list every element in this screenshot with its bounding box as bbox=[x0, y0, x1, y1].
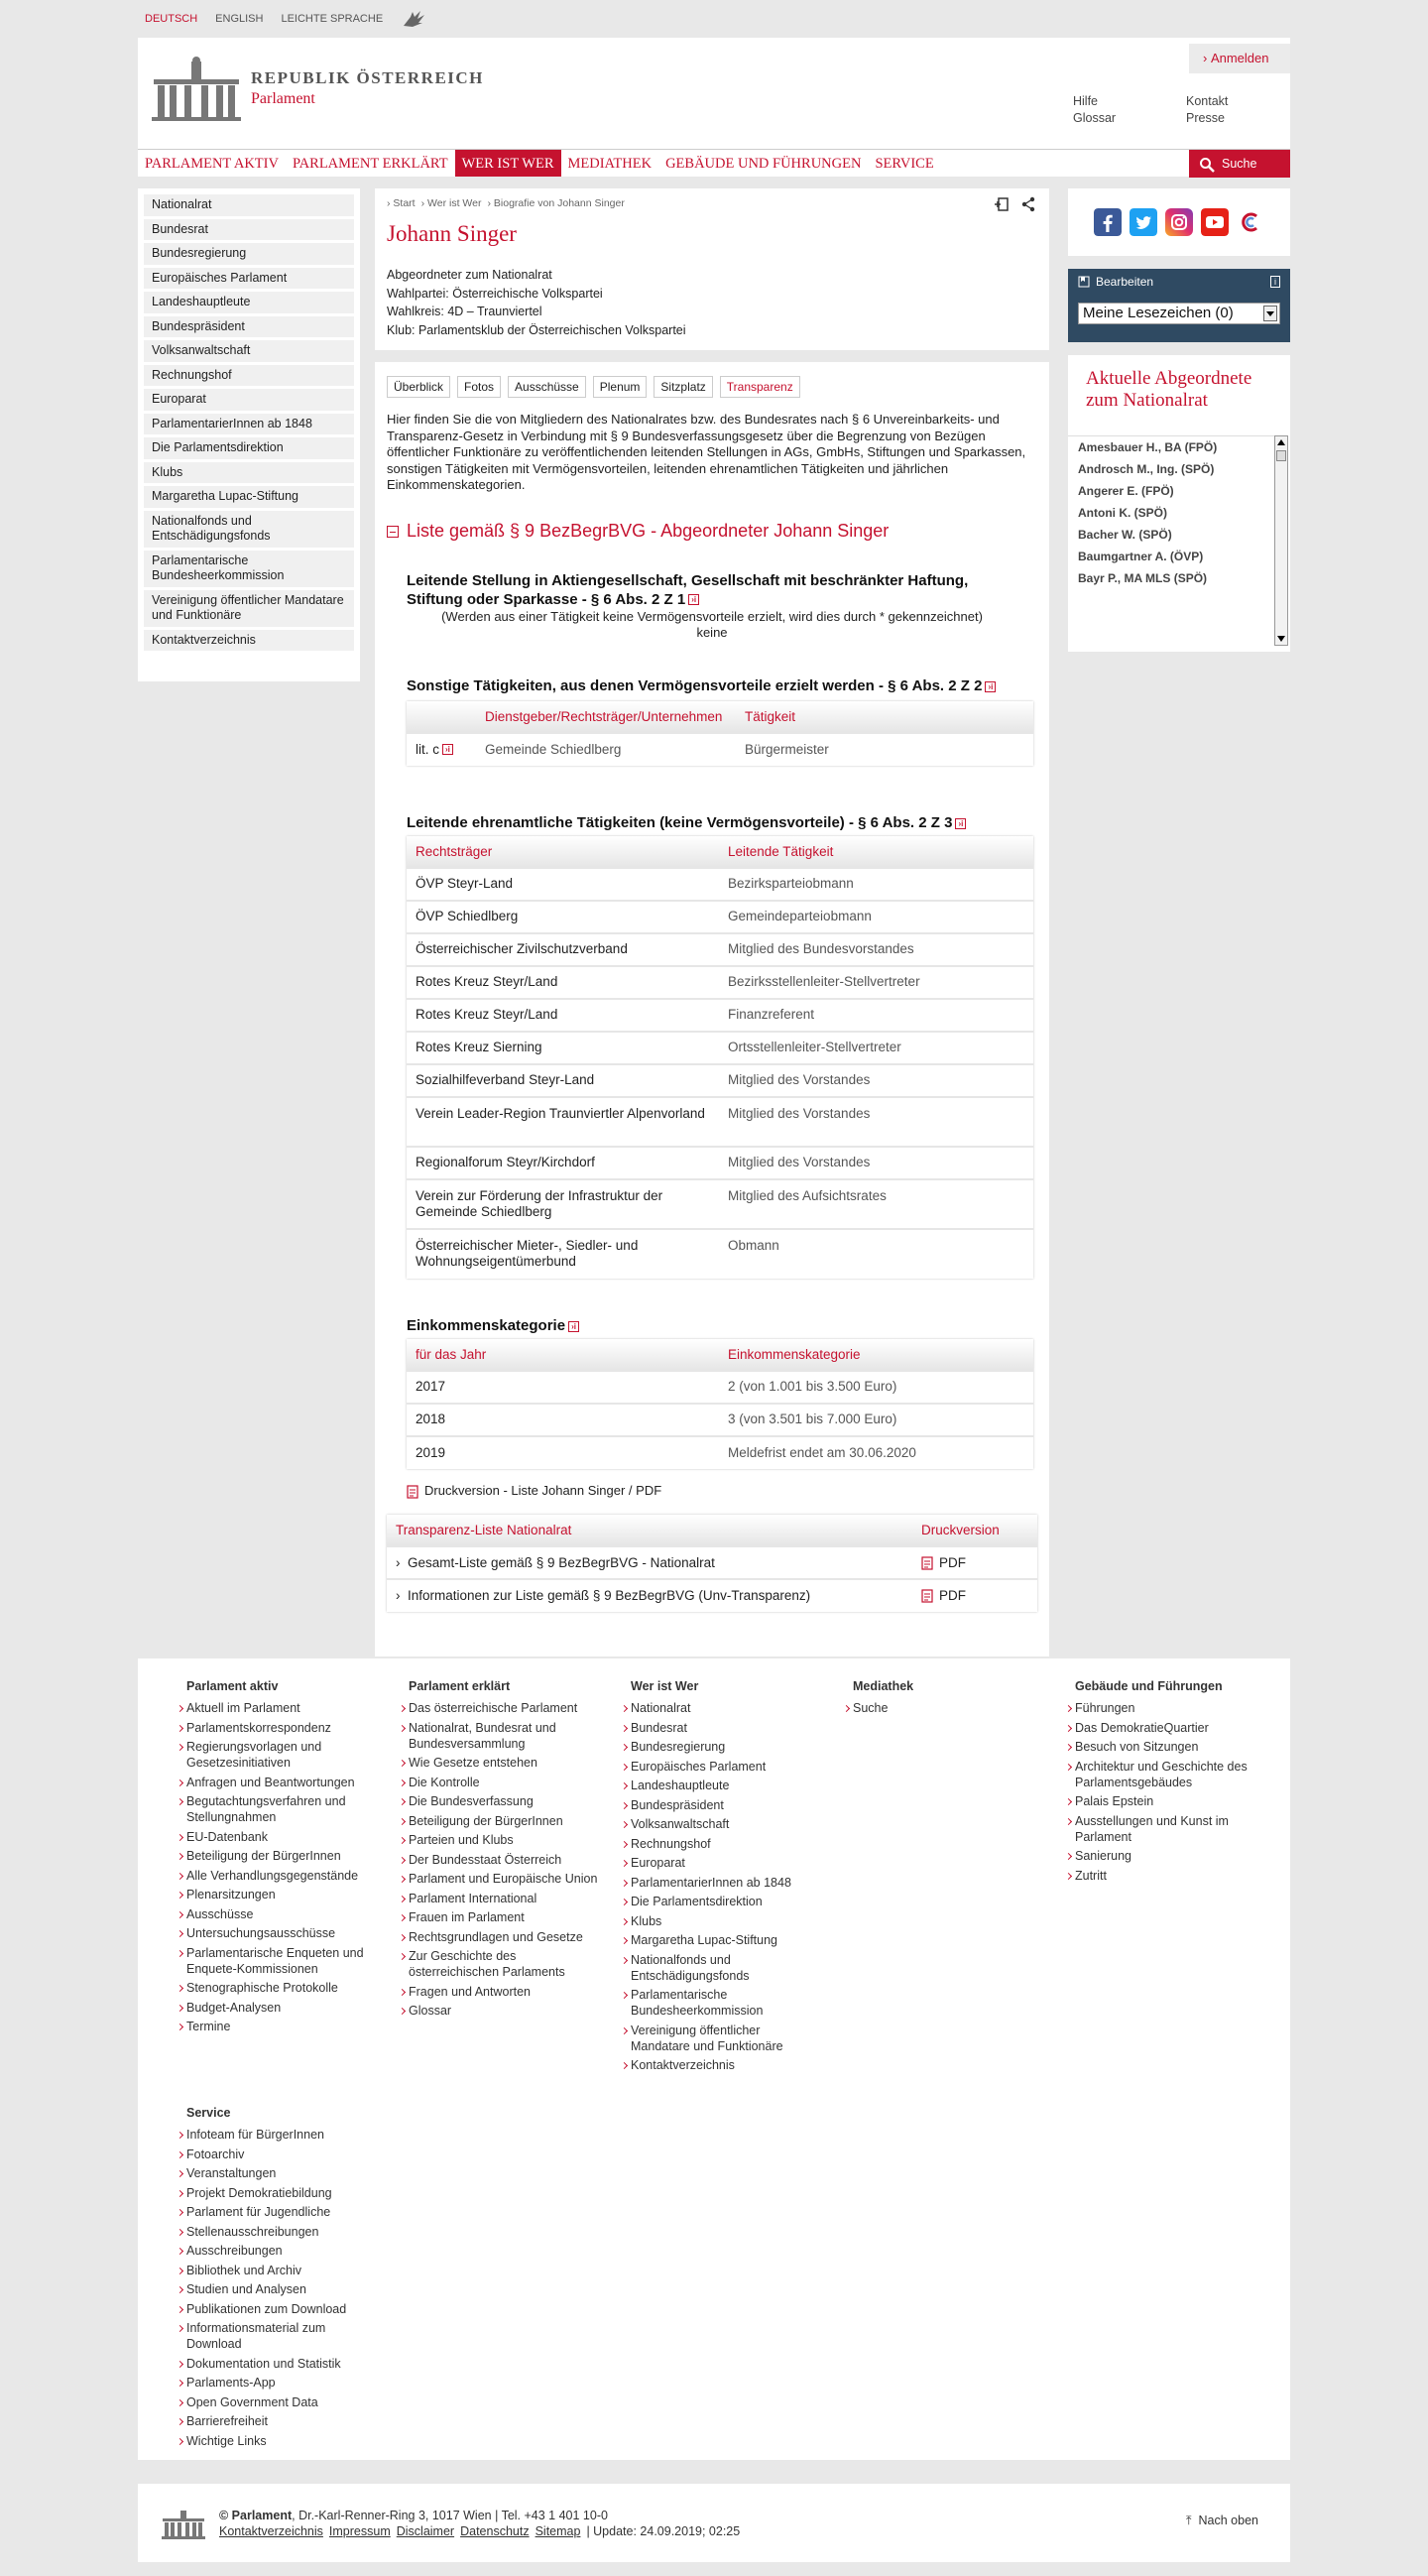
table-row bbox=[407, 933, 1033, 966]
s3-cell: Bezirksparteiobmann bbox=[719, 868, 1033, 901]
footer-link[interactable]: Europäisches Parlament bbox=[622, 1759, 820, 1775]
footer-link[interactable]: Der Bundesstaat Österreich bbox=[400, 1852, 598, 1868]
footer-link[interactable]: Glossar bbox=[400, 2003, 598, 2019]
aktuelle-abgeordnete-title: Aktuelle Abgeordnete zum Nationalrat bbox=[1086, 368, 1252, 411]
s3-cell: Gemeindeparteiobmann bbox=[719, 901, 1033, 933]
footer-link[interactable]: Besuch von Sitzungen bbox=[1066, 1739, 1264, 1755]
sidebar-item[interactable]: Klubs bbox=[144, 462, 354, 484]
glossar-link[interactable]: Glossar bbox=[1073, 111, 1117, 125]
s3-cell: Verein Leader-Region Traunviertler Alpenvorland bbox=[407, 1097, 719, 1147]
kontakt-link[interactable]: Kontakt bbox=[1186, 94, 1229, 108]
footer-link[interactable]: EU-Datenbank bbox=[178, 1829, 376, 1845]
s1-title: Leitende Stellung in Aktiengesellschaft, Gesellschaft mit beschränkter Haftung, Stiftung oder Sparkasse - § 6 Abs. 2 Z 1 ›i bbox=[407, 572, 969, 608]
aktuelle-abgeordnete-panel bbox=[1068, 355, 1290, 652]
footer-link[interactable]: Fragen und Antworten bbox=[400, 1984, 598, 2000]
footer-link[interactable]: ParlamentarierInnen ab 1848 bbox=[622, 1875, 820, 1891]
sidebar-item[interactable]: Europarat bbox=[144, 389, 354, 411]
podcast-icon[interactable] bbox=[1237, 208, 1264, 236]
table-row bbox=[407, 966, 1033, 999]
s4-cell: 3 (von 3.501 bis 7.000 Euro) bbox=[719, 1404, 1033, 1436]
profile-wahlpartei: Wahlpartei: Österreichische Volkspartei bbox=[387, 286, 603, 301]
bookmark-add-icon[interactable] bbox=[994, 196, 1010, 212]
footer-link[interactable]: Veranstaltungen bbox=[178, 2165, 376, 2181]
info-icon[interactable]: ›i bbox=[955, 818, 966, 829]
footer-bottom-link[interactable]: Datenschutz bbox=[460, 2524, 530, 2538]
table-row bbox=[407, 1179, 1033, 1229]
transparenz-liste-table bbox=[387, 1515, 1037, 1612]
sidebar-item[interactable]: Margaretha Lupac-Stiftung bbox=[144, 486, 354, 508]
nach-oben-link[interactable]: ⤒ Nach oben bbox=[1186, 2514, 1258, 2527]
s3-cell: ÖVP Steyr-Land bbox=[407, 868, 719, 901]
pdf-icon bbox=[921, 1589, 933, 1603]
parliament-logo-icon bbox=[152, 56, 241, 121]
list-item[interactable]: Amesbauer H., BA (FPÖ) bbox=[1078, 440, 1218, 454]
transparency-box bbox=[375, 362, 1049, 1656]
lang-english[interactable]: ENGLISH bbox=[215, 13, 264, 25]
address: , Dr.-Karl-Renner-Ring 3, 1017 Wien | Tel. +43 1 401 10-0 bbox=[292, 2509, 608, 2522]
s4-cell: Meldefrist endet am 30.06.2020 bbox=[719, 1436, 1033, 1469]
footer-link[interactable]: Begutachtungsverfahren und Stellungnahmen bbox=[178, 1793, 376, 1825]
footer-link[interactable]: Bundesregierung bbox=[622, 1739, 820, 1755]
intro-text: Hier finden Sie die von Mitgliedern des Nationalrates bzw. des Bundesrates nach § 6 Unvereinbarkeits- und Transparenz-Gesetz in Verbindung mit § 9 Bundesverfassungsgesetz über die Begrenzung von Bezügen öffentlicher Funktionäre zu veröffentlichenden leitenden Stellungen in AGs, GmbHs, Stiftungen und Sparkassen, sonstigen Tätigkeiten mit Vermögensvorteilen, leitenden ehrenamtlichen Tätigkeiten und jährlichen Einkommenskategorien. bbox=[387, 412, 1026, 492]
table-row bbox=[407, 1436, 1033, 1469]
chevron-right-icon: › bbox=[396, 1554, 408, 1570]
search-icon bbox=[1199, 157, 1215, 173]
footer-link[interactable]: Die Kontrolle bbox=[400, 1775, 598, 1790]
footer-link[interactable]: Budget-Analysen bbox=[178, 2000, 376, 2016]
collapse-icon bbox=[387, 526, 399, 538]
sidebar-item[interactable]: Landeshauptleute bbox=[144, 292, 354, 313]
pdf-icon bbox=[921, 1556, 933, 1570]
table-row bbox=[407, 901, 1033, 933]
s1-value: keine bbox=[696, 625, 728, 640]
footer-link[interactable]: Regierungsvorlagen und Gesetzesinitiativen bbox=[178, 1739, 376, 1771]
footer-column bbox=[178, 1678, 376, 2038]
footer-column bbox=[622, 1678, 820, 2077]
table-row bbox=[407, 733, 1033, 766]
s3-cell: Österreichischer Mieter-, Siedler- und Wohnungseigentümerbund bbox=[407, 1229, 719, 1279]
s3-cell: Ortsstellenleiter-Stellvertreter bbox=[719, 1032, 1033, 1064]
footer-link[interactable]: Anfragen und Beantwortungen bbox=[178, 1775, 376, 1790]
table-row bbox=[407, 1371, 1033, 1404]
tab-sitzplatz[interactable]: Sitzplatz bbox=[654, 376, 712, 398]
lang-leichte-sprache[interactable]: LEICHTE SPRACHE bbox=[281, 13, 384, 25]
social-links bbox=[1068, 188, 1290, 256]
footer-link[interactable]: Landeshauptleute bbox=[622, 1778, 820, 1793]
center-column bbox=[375, 188, 1049, 1656]
sidebar-item[interactable]: ParlamentarierInnen ab 1848 bbox=[144, 414, 354, 435]
s4-header-2: Einkommenskategorie bbox=[719, 1339, 1033, 1371]
footer-bottom-link[interactable]: Impressum bbox=[328, 2524, 391, 2538]
footer-link[interactable]: Beteiligung der BürgerInnen bbox=[400, 1813, 598, 1829]
s4-cell: 2 (von 1.001 bis 3.500 Euro) bbox=[719, 1371, 1033, 1404]
footer-link[interactable]: Architektur und Geschichte des Parlamentsgebäudes bbox=[1066, 1759, 1264, 1790]
footer-link[interactable]: Frauen im Parlament bbox=[400, 1909, 598, 1925]
s3-table bbox=[407, 836, 1033, 1279]
footer-link[interactable]: Europarat bbox=[622, 1855, 820, 1871]
tl-link[interactable]: Gesamt-Liste gemäß § 9 BezBegrBVG - Nationalrat bbox=[408, 1554, 715, 1570]
footer-link[interactable]: Studien und Analysen bbox=[178, 2281, 376, 2297]
info-icon[interactable]: i bbox=[1270, 276, 1280, 288]
footer-link[interactable]: Rechtsgrundlagen und Gesetze bbox=[400, 1929, 598, 1945]
list-item[interactable]: Angerer E. (FPÖ) bbox=[1078, 484, 1174, 498]
sidebar-item[interactable]: Nationalfonds und Entschädigungsfonds bbox=[144, 511, 354, 548]
content-area bbox=[138, 188, 1290, 1658]
tab-transparenz[interactable]: Transparenz bbox=[720, 376, 800, 398]
s4-table bbox=[407, 1339, 1033, 1469]
footer-column bbox=[400, 1678, 598, 2023]
footer-link[interactable]: Publikationen zum Download bbox=[178, 2301, 376, 2317]
info-icon[interactable]: ›i bbox=[568, 1321, 579, 1332]
footer-link[interactable]: Ausschreibungen bbox=[178, 2243, 376, 2259]
tl-link[interactable]: Informationen zur Liste gemäß § 9 BezBegrBVG (Unv-Transparenz) bbox=[408, 1588, 811, 1603]
tl-header-2: Druckversion bbox=[912, 1515, 1037, 1546]
table-row[interactable] bbox=[387, 1579, 1037, 1612]
arrow-up-icon: ⤒ bbox=[1186, 2514, 1199, 2527]
copyright: © Parlament bbox=[219, 2509, 293, 2522]
s4-title: Einkommenskategorie ›i bbox=[375, 1317, 1049, 1336]
s3-header-2: Leitende Tätigkeit bbox=[719, 836, 1033, 868]
sidebar-item[interactable]: Die Parlamentsdirektion bbox=[144, 437, 354, 459]
table-row bbox=[407, 868, 1033, 901]
instagram-icon[interactable] bbox=[1165, 208, 1193, 236]
s3-cell: Finanzreferent bbox=[719, 999, 1033, 1032]
sidebar-item[interactable]: Parlamentarische Bundesheerkommission bbox=[144, 551, 354, 587]
table-row bbox=[407, 999, 1033, 1032]
lesezeichen-select[interactable]: Meine Lesezeichen (0) bbox=[1078, 303, 1280, 324]
footer-link[interactable]: Informationsmaterial zum Download bbox=[178, 2320, 376, 2352]
footer-link[interactable]: Parlamentarische Enqueten und Enquete-Kommissionen bbox=[178, 1945, 376, 1977]
sidebar-item[interactable]: Rechnungshof bbox=[144, 365, 354, 387]
druckversion-link[interactable] bbox=[407, 1483, 661, 1499]
footer-link[interactable]: Fotoarchiv bbox=[178, 2147, 376, 2162]
s2-header-1: Dienstgeber/Rechtsträger/Unternehmen bbox=[476, 701, 736, 733]
bearbeiten-label[interactable]: Bearbeiten bbox=[1096, 275, 1154, 289]
footer-link[interactable]: Plenarsitzungen bbox=[178, 1887, 376, 1902]
list-item[interactable]: Androsch M., Ing. (SPÖ) bbox=[1078, 462, 1215, 476]
lang-deutsch[interactable]: DEUTSCH bbox=[145, 13, 198, 25]
nav-parlament-aktiv[interactable]: PARLAMENT AKTIV bbox=[145, 156, 279, 172]
info-icon[interactable]: ›i bbox=[985, 681, 996, 692]
s3-cell: Sozialhilfeverband Steyr-Land bbox=[407, 1064, 719, 1097]
footer-link[interactable]: Parlament und Europäische Union bbox=[400, 1871, 598, 1887]
left-nav bbox=[138, 188, 360, 681]
bookmark-icon bbox=[1078, 276, 1090, 288]
footer-link[interactable]: Parlamentarische Bundesheerkommission bbox=[622, 1987, 820, 2019]
footer-link[interactable]: Nationalrat, Bundesrat und Bundesversammlung bbox=[400, 1720, 598, 1752]
hilfe-link[interactable]: Hilfe bbox=[1073, 94, 1099, 108]
s3-cell: Rotes Kreuz Steyr/Land bbox=[407, 966, 719, 999]
footer-link[interactable]: Das DemokratieQuartier bbox=[1066, 1720, 1264, 1736]
breadcrumb-start[interactable]: › Start bbox=[387, 197, 416, 209]
nav-wer-ist-wer[interactable]: WER IST WER bbox=[455, 150, 561, 177]
s2-lit: lit. c bbox=[416, 741, 440, 757]
s3-title: Leitende ehrenamtliche Tätigkeiten (keine Vermögensvorteile) - § 6 Abs. 2 Z 3 ›i bbox=[375, 814, 1049, 833]
footer-link[interactable]: Klubs bbox=[622, 1913, 820, 1929]
parliament-logo-icon bbox=[162, 2508, 205, 2539]
profile-klub: Klub: Parlamentsklub der Österreichischen Volkspartei bbox=[387, 322, 686, 337]
s3-cell: Österreichischer Zivilschutzverband bbox=[407, 933, 719, 966]
footer-link[interactable]: Bundesrat bbox=[622, 1720, 820, 1736]
anmelden-label: Anmelden bbox=[1210, 51, 1269, 65]
breadcrumb bbox=[375, 188, 1049, 209]
youtube-icon[interactable] bbox=[1201, 208, 1229, 236]
profile-box bbox=[375, 188, 1049, 350]
footer-link[interactable]: Volksanwaltschaft bbox=[622, 1816, 820, 1832]
sidebar-item[interactable]: Vereinigung öffentlicher Mandatare und Funktionäre bbox=[144, 590, 354, 627]
footer-link[interactable]: Rechnungshof bbox=[622, 1836, 820, 1852]
footer-link[interactable]: Bibliothek und Archiv bbox=[178, 2263, 376, 2278]
s3-cell: Obmann bbox=[719, 1229, 1033, 1279]
footer-link[interactable]: Alle Verhandlungsgegenstände bbox=[178, 1868, 376, 1884]
logo-line1: REPUBLIK ÖSTERREICH bbox=[251, 68, 484, 87]
footer-link[interactable]: Infoteam für BürgerInnen bbox=[178, 2127, 376, 2143]
footer-link[interactable]: Sanierung bbox=[1066, 1848, 1264, 1864]
sidebar-item[interactable]: Bundesregierung bbox=[144, 243, 354, 265]
logo[interactable] bbox=[152, 56, 484, 121]
s2-header-2: Tätigkeit bbox=[736, 701, 1033, 733]
footer-heading[interactable]: Parlament erklärt bbox=[409, 1679, 511, 1693]
pdf-label: PDF bbox=[939, 1554, 966, 1570]
footer-link[interactable]: Bundespräsident bbox=[622, 1797, 820, 1813]
s3-header-1: Rechtsträger bbox=[407, 836, 719, 868]
druckversion-label: Druckversion - Liste Johann Singer / PDF bbox=[424, 1483, 662, 1498]
footer-link[interactable]: Termine bbox=[178, 2019, 376, 2034]
footer-link[interactable]: Ausschüsse bbox=[178, 1906, 376, 1922]
footer-column bbox=[1066, 1678, 1264, 1887]
breadcrumb-current: › Biografie von Johann Singer bbox=[487, 197, 625, 209]
tl-pdf[interactable] bbox=[912, 1546, 1037, 1579]
footer-link[interactable]: Parlament International bbox=[400, 1891, 598, 1906]
s3-cell: Verein zur Förderung der Infrastruktur der Gemeinde Schiedlberg bbox=[407, 1179, 719, 1229]
footer-link[interactable]: Open Government Data bbox=[178, 2394, 376, 2410]
s3-cell: Mitglied des Bundesvorstandes bbox=[719, 933, 1033, 966]
footer-link[interactable]: Aktuell im Parlament bbox=[178, 1700, 376, 1716]
nav-mediathek[interactable]: MEDIATHEK bbox=[567, 156, 653, 172]
tab-bar bbox=[375, 362, 1049, 398]
bottom-bar bbox=[138, 2484, 1290, 2562]
site-header bbox=[138, 38, 1290, 177]
chevron-right-icon: › bbox=[396, 1588, 408, 1603]
info-icon[interactable]: ›i bbox=[688, 594, 699, 605]
footer-bottom-link[interactable]: Disclaimer bbox=[396, 2524, 455, 2538]
footer-link[interactable]: Parteien und Klubs bbox=[400, 1832, 598, 1848]
sidebar-item[interactable]: Nationalrat bbox=[144, 194, 354, 216]
language-bar bbox=[138, 0, 1290, 38]
table-row[interactable] bbox=[387, 1546, 1037, 1579]
page-title: Johann Singer bbox=[387, 221, 517, 246]
sidebar-item[interactable]: Bundespräsident bbox=[144, 316, 354, 338]
footer-link[interactable]: Barrierefreiheit bbox=[178, 2413, 376, 2429]
footer-heading[interactable]: Parlament aktiv bbox=[186, 1679, 279, 1693]
facebook-icon[interactable] bbox=[1094, 208, 1122, 236]
footer-link[interactable]: Vereinigung öffentlicher Mandatare und Funktionäre bbox=[622, 2023, 820, 2054]
profile-role: Abgeordneter zum Nationalrat bbox=[387, 268, 552, 282]
footer-link[interactable]: Die Parlamentsdirektion bbox=[622, 1894, 820, 1909]
footer-link[interactable]: Margaretha Lupac-Stiftung bbox=[622, 1932, 820, 1948]
page bbox=[138, 0, 1290, 2576]
s3-cell: Regionalforum Steyr/Kirchdorf bbox=[407, 1147, 719, 1179]
tab-ausschuesse[interactable]: Ausschüsse bbox=[508, 376, 586, 398]
footer-link[interactable]: Wie Gesetze entstehen bbox=[400, 1755, 598, 1771]
footer-link[interactable]: Parlament für Jugendliche bbox=[178, 2204, 376, 2220]
nav-service[interactable]: SERVICE bbox=[875, 156, 934, 172]
s3-cell: Mitglied des Vorstandes bbox=[719, 1064, 1033, 1097]
footer-link[interactable]: Beteiligung der BürgerInnen bbox=[178, 1848, 376, 1864]
sidebar-item[interactable]: Volksanwaltschaft bbox=[144, 340, 354, 362]
profile-wahlkreis: Wahlkreis: 4D – Traunviertel bbox=[387, 305, 542, 318]
scroll-up-icon[interactable] bbox=[1275, 436, 1287, 448]
list-item[interactable]: Bacher W. (SPÖ) bbox=[1078, 528, 1172, 542]
footer-link[interactable]: Die Bundesverfassung bbox=[400, 1793, 598, 1809]
s3-cell: Rotes Kreuz Steyr/Land bbox=[407, 999, 719, 1032]
footer-heading[interactable]: Gebäude und Führungen bbox=[1075, 1679, 1223, 1693]
sidebar-item[interactable]: Bundesrat bbox=[144, 219, 354, 241]
list-item[interactable]: Baumgartner A. (ÖVP) bbox=[1078, 550, 1204, 563]
footer-link[interactable]: Führungen bbox=[1066, 1700, 1264, 1716]
footer-bottom-link[interactable]: Kontaktverzeichnis bbox=[219, 2524, 323, 2538]
breadcrumb-wer-ist-wer[interactable]: › Wer ist Wer bbox=[420, 197, 482, 209]
s4-cell: 2017 bbox=[407, 1371, 719, 1404]
update-text: | Update: 24.09.2019; 02:25 bbox=[586, 2524, 741, 2538]
footer-link[interactable]: Nationalfonds und Entschädigungsfonds bbox=[622, 1952, 820, 1984]
tab-plenum[interactable]: Plenum bbox=[593, 376, 648, 398]
chevron-right-icon: › bbox=[1203, 51, 1211, 65]
suche-label: Suche bbox=[1222, 157, 1257, 171]
suche-button[interactable] bbox=[1189, 150, 1290, 178]
s4-header-1: für das Jahr bbox=[407, 1339, 719, 1371]
footer-link[interactable]: Palais Epstein bbox=[1066, 1793, 1264, 1809]
s4-cell: 2019 bbox=[407, 1436, 719, 1469]
s2-cell: Gemeinde Schiedlberg bbox=[476, 733, 736, 766]
abgeordnete-list bbox=[1068, 435, 1274, 646]
s3-cell: Mitglied des Vorstandes bbox=[719, 1097, 1033, 1147]
footer-link[interactable]: Nationalrat bbox=[622, 1700, 820, 1716]
footer-link[interactable]: Wichtige Links bbox=[178, 2433, 376, 2449]
footer-link[interactable]: Projekt Demokratiebildung bbox=[178, 2185, 376, 2201]
list-item[interactable]: Bayr P., MA MLS (SPÖ) bbox=[1078, 571, 1208, 585]
scroll-down-icon[interactable] bbox=[1275, 633, 1287, 645]
pdf-label: PDF bbox=[939, 1588, 966, 1603]
footer-link[interactable]: Parlaments-App bbox=[178, 2375, 376, 2391]
s3-cell: Bezirksstellenleiter-Stellvertreter bbox=[719, 966, 1033, 999]
footer-link[interactable]: Kontaktverzeichnis bbox=[622, 2057, 820, 2073]
s3-cell: ÖVP Schiedlberg bbox=[407, 901, 719, 933]
s3-cell: Mitglied des Vorstandes bbox=[719, 1147, 1033, 1179]
right-column bbox=[1068, 188, 1290, 652]
info-icon[interactable]: ›i bbox=[442, 744, 453, 755]
tab-ueberblick[interactable]: Überblick bbox=[387, 376, 450, 398]
footer-link[interactable]: Parlamentskorrespondenz bbox=[178, 1720, 376, 1736]
scroll-thumb[interactable] bbox=[1276, 450, 1286, 461]
tl-pdf[interactable] bbox=[912, 1579, 1037, 1612]
table-row bbox=[407, 1064, 1033, 1097]
share-icon[interactable] bbox=[1021, 196, 1035, 212]
footer-link[interactable]: Stellenausschreibungen bbox=[178, 2224, 376, 2240]
s3-cell: Rotes Kreuz Sierning bbox=[407, 1032, 719, 1064]
footer-heading[interactable]: Mediathek bbox=[853, 1679, 914, 1693]
tl-cell[interactable] bbox=[387, 1546, 912, 1579]
bearbeiten-panel bbox=[1068, 269, 1290, 342]
anmelden-button[interactable] bbox=[1189, 44, 1290, 73]
table-row bbox=[407, 1032, 1033, 1064]
s2-table bbox=[407, 701, 1033, 766]
sidebar-item[interactable]: Europäisches Parlament bbox=[144, 268, 354, 290]
s1-note: (Werden aus einer Tätigkeit keine Vermögensvorteile erzielt, wird dies durch * gekennzeichnet) bbox=[441, 609, 983, 624]
section-toggle[interactable] bbox=[375, 521, 1049, 542]
footer-link[interactable]: Das österreichische Parlament bbox=[400, 1700, 598, 1716]
tab-fotos[interactable]: Fotos bbox=[457, 376, 501, 398]
footer-link[interactable]: Zutritt bbox=[1066, 1868, 1264, 1884]
tl-header-1: Transparenz-Liste Nationalrat bbox=[387, 1515, 912, 1546]
scrollbar[interactable] bbox=[1274, 435, 1288, 646]
footer-column bbox=[844, 1678, 1042, 1720]
logo-line2: Parlament bbox=[251, 90, 315, 107]
nav-parlament-erklaert[interactable]: PARLAMENT ERKLÄRT bbox=[292, 156, 448, 172]
table-row bbox=[407, 1229, 1033, 1279]
footer-link[interactable]: Stenographische Protokolle bbox=[178, 1980, 376, 1996]
footer bbox=[138, 1658, 1290, 2460]
s3-cell: Mitglied des Aufsichtsrates bbox=[719, 1179, 1033, 1229]
pdf-icon bbox=[407, 1485, 418, 1499]
footer-link[interactable]: Zur Geschichte des österreichischen Parlaments bbox=[400, 1948, 598, 1980]
list-item[interactable]: Antoni K. (SPÖ) bbox=[1078, 506, 1167, 520]
footer-link[interactable]: Dokumentation und Statistik bbox=[178, 2356, 376, 2372]
sidebar-item[interactable]: Kontaktverzeichnis bbox=[144, 630, 354, 652]
footer-heading[interactable]: Service bbox=[186, 2106, 231, 2120]
footer-link[interactable]: Ausstellungen und Kunst im Parlament bbox=[1066, 1813, 1264, 1845]
chevron-down-icon bbox=[1263, 306, 1277, 321]
footer-heading[interactable]: Wer ist Wer bbox=[631, 1679, 699, 1693]
main-nav bbox=[138, 149, 1290, 177]
footer-link[interactable]: Untersuchungsausschüsse bbox=[178, 1925, 376, 1941]
s4-cell: 2018 bbox=[407, 1404, 719, 1436]
section-title: Liste gemäß § 9 BezBegrBVG - Abgeordneter Johann Singer bbox=[407, 521, 890, 541]
sign-language-icon[interactable] bbox=[401, 9, 426, 29]
presse-link[interactable]: Presse bbox=[1186, 111, 1225, 125]
table-row bbox=[407, 1147, 1033, 1179]
nav-gebaeude[interactable]: GEBÄUDE UND FÜHRUNGEN bbox=[665, 156, 862, 172]
table-row bbox=[407, 1404, 1033, 1436]
table-row bbox=[407, 1097, 1033, 1147]
tl-cell[interactable] bbox=[387, 1579, 912, 1612]
s2-cell: Bürgermeister bbox=[736, 733, 1033, 766]
footer-column bbox=[178, 2105, 376, 2452]
footer-link[interactable]: Suche bbox=[844, 1700, 1042, 1716]
s2-title: Sonstige Tätigkeiten, aus denen Vermögensvorteile erzielt werden - § 6 Abs. 2 Z 2 ›i bbox=[375, 677, 1049, 696]
twitter-icon[interactable] bbox=[1130, 208, 1157, 236]
profile-info bbox=[375, 247, 1049, 339]
footer-bottom-link[interactable]: Sitemap bbox=[535, 2524, 581, 2538]
